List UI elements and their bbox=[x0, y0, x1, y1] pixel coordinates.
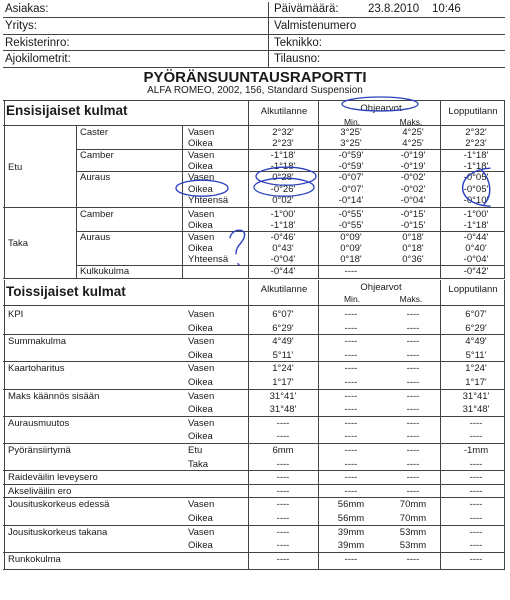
header-label: Valmistenumero bbox=[274, 20, 357, 32]
value-max: -0°02' bbox=[400, 172, 426, 184]
side-label: Taka bbox=[188, 458, 209, 470]
value-min: ---- bbox=[344, 417, 358, 429]
column-header-spec: Ohjearvot bbox=[360, 281, 402, 293]
value-min: ---- bbox=[344, 444, 358, 456]
value-max: -0°04' bbox=[400, 194, 426, 206]
report-title: PYÖRÄNSUUNTAUSRAPORTTI bbox=[143, 69, 367, 86]
header-divider bbox=[268, 2, 269, 68]
value-after: ---- bbox=[469, 485, 483, 497]
side-label: Vasen bbox=[188, 336, 215, 348]
value-max: ---- bbox=[406, 308, 420, 320]
row-line bbox=[3, 552, 505, 553]
row-line bbox=[3, 470, 505, 471]
value-min: ---- bbox=[344, 390, 358, 402]
row-line bbox=[3, 416, 505, 417]
value-max: -0°15' bbox=[400, 209, 426, 221]
value-max: 0°18' bbox=[402, 231, 424, 243]
column-line bbox=[440, 100, 441, 278]
value-before: 31°41' bbox=[269, 390, 297, 402]
table-bottom-line bbox=[3, 569, 505, 570]
value-min: ---- bbox=[344, 376, 358, 388]
value-after: ---- bbox=[469, 417, 483, 429]
header-bottom-line bbox=[3, 125, 505, 126]
value-min: ---- bbox=[344, 336, 358, 348]
value-min: 0°09' bbox=[340, 231, 362, 243]
side-label: Oikea bbox=[188, 404, 213, 416]
value-after: 31°48' bbox=[462, 404, 490, 416]
row-line bbox=[3, 497, 505, 498]
side-label: Vasen bbox=[188, 390, 215, 402]
value-min: -0°07' bbox=[338, 183, 364, 195]
value-before: 1°24' bbox=[272, 363, 294, 375]
header-label: Asiakas: bbox=[5, 3, 49, 15]
value-min: ---- bbox=[344, 308, 358, 320]
column-header-min: Min. bbox=[343, 117, 361, 127]
side-label: Oikea bbox=[188, 512, 213, 524]
parameter-label: Caster bbox=[80, 127, 108, 138]
value-after: 6°07' bbox=[465, 308, 487, 320]
row-line bbox=[3, 443, 505, 444]
column-line bbox=[318, 280, 319, 569]
parameter-label: Auraus bbox=[80, 172, 111, 184]
header-line bbox=[3, 67, 505, 68]
side-label: Vasen bbox=[188, 363, 215, 375]
header-line bbox=[3, 17, 505, 18]
axle-label: Etu bbox=[8, 161, 23, 173]
value-max: ---- bbox=[406, 376, 420, 388]
value-after: 1°17' bbox=[465, 376, 487, 388]
value-after: -1°18' bbox=[463, 149, 489, 161]
value-min: ---- bbox=[344, 363, 358, 375]
parameter-label: Runkokulma bbox=[8, 553, 61, 565]
side-label: Yhteensä bbox=[188, 194, 229, 206]
value-max: 4°25' bbox=[402, 127, 424, 138]
column-header-max: Maks. bbox=[399, 293, 423, 304]
date-value: 23.8.2010 bbox=[368, 3, 420, 15]
value-before: -1°18' bbox=[270, 160, 296, 172]
value-max: ---- bbox=[406, 390, 420, 402]
value-before: -0°44' bbox=[270, 265, 296, 277]
value-after: ---- bbox=[469, 526, 483, 538]
value-min: -0°59' bbox=[338, 160, 364, 172]
value-after: ---- bbox=[469, 458, 483, 470]
value-after: -1°18' bbox=[463, 160, 489, 172]
row-line bbox=[3, 389, 505, 390]
value-max: ---- bbox=[406, 336, 420, 348]
side-label: Oikea bbox=[188, 431, 213, 443]
column-line bbox=[4, 280, 5, 569]
parameter-label: Auraus bbox=[80, 231, 111, 243]
value-max: ---- bbox=[406, 417, 420, 429]
value-max: ---- bbox=[406, 363, 420, 375]
header-label: Rekisterinro: bbox=[5, 37, 70, 49]
side-label: Oikea bbox=[188, 138, 213, 150]
value-max: -0°15' bbox=[400, 220, 426, 232]
value-before: ---- bbox=[276, 553, 290, 565]
value-after: ---- bbox=[469, 499, 483, 511]
column-header-before: Alkutilanne bbox=[260, 283, 308, 295]
header-label: Tilausno: bbox=[274, 53, 321, 65]
value-max: 70mm bbox=[399, 512, 427, 524]
value-max: ---- bbox=[406, 485, 420, 497]
header-line bbox=[3, 34, 505, 35]
value-min: ---- bbox=[344, 472, 358, 484]
value-after: -0°05' bbox=[463, 172, 489, 184]
side-label: Vasen bbox=[188, 526, 215, 538]
value-max: ---- bbox=[406, 472, 420, 484]
header-label: Ajokilometrit: bbox=[5, 53, 71, 65]
side-label: Yhteensä bbox=[188, 254, 229, 266]
value-min: ---- bbox=[344, 265, 358, 277]
value-after: 4°49' bbox=[465, 336, 487, 348]
value-max: 4°25' bbox=[402, 138, 424, 150]
parameter-label: Jousituskorkeus takana bbox=[8, 526, 108, 538]
value-before: ---- bbox=[276, 431, 290, 443]
value-before: ---- bbox=[276, 472, 290, 484]
value-before: ---- bbox=[276, 526, 290, 538]
report-subtitle: ALFA ROMEO, 2002, 156, Standard Suspension bbox=[147, 85, 363, 96]
value-after: -1°00' bbox=[463, 209, 489, 221]
side-label: Oikea bbox=[188, 160, 213, 172]
value-before: 4°49' bbox=[272, 336, 294, 348]
parameter-label: Kulkukulma bbox=[80, 265, 130, 277]
column-header-spec: Ohjearvot bbox=[360, 103, 402, 114]
value-max: ---- bbox=[406, 444, 420, 456]
parameter-label: Aurausmuutos bbox=[8, 417, 70, 429]
header-label: Päivämäärä: bbox=[274, 3, 339, 15]
header-bottom-line bbox=[3, 305, 505, 306]
parameter-label: Camber bbox=[80, 209, 114, 221]
side-label: Vasen bbox=[188, 209, 215, 221]
value-min: 3°25' bbox=[340, 138, 362, 150]
section-heading: Toissijaiset kulmat bbox=[6, 283, 126, 299]
value-max: ---- bbox=[406, 322, 420, 334]
value-before: ---- bbox=[276, 499, 290, 511]
value-before: ---- bbox=[276, 540, 290, 552]
side-label: Vasen bbox=[188, 231, 215, 243]
side-label: Oikea bbox=[188, 322, 213, 334]
group-line bbox=[3, 207, 505, 208]
value-min: 56mm bbox=[337, 499, 365, 511]
value-after: 31°41' bbox=[462, 390, 490, 402]
value-min: 0°18' bbox=[340, 254, 362, 266]
value-max: 53mm bbox=[399, 540, 427, 552]
value-before: -0°26' bbox=[270, 183, 296, 195]
value-before: 5°11' bbox=[272, 349, 294, 361]
header-line bbox=[3, 50, 505, 51]
value-after: -0°05' bbox=[463, 183, 489, 195]
column-header-after: Lopputilann bbox=[448, 283, 498, 295]
value-after: ---- bbox=[469, 540, 483, 552]
value-after: -0°10' bbox=[463, 194, 489, 206]
row-line bbox=[3, 484, 505, 485]
value-before: 2°32' bbox=[272, 127, 294, 138]
value-min: ---- bbox=[344, 431, 358, 443]
value-min: ---- bbox=[344, 485, 358, 497]
row-line bbox=[3, 334, 505, 335]
parameter-label: KPI bbox=[8, 308, 24, 320]
value-max: -0°19' bbox=[400, 160, 426, 172]
side-label: Vasen bbox=[188, 149, 215, 161]
value-after: ---- bbox=[469, 431, 483, 443]
value-before: -1°18' bbox=[270, 149, 296, 161]
column-line bbox=[248, 100, 249, 278]
column-line bbox=[318, 100, 319, 278]
parameter-label: Akseliväilin ero bbox=[8, 485, 72, 497]
value-min: ---- bbox=[344, 553, 358, 565]
side-label: Vasen bbox=[188, 127, 215, 138]
value-before: ---- bbox=[276, 485, 290, 497]
value-max: ---- bbox=[406, 349, 420, 361]
side-label: Oikea bbox=[188, 349, 213, 361]
value-max: ---- bbox=[406, 404, 420, 416]
value-before: 0°43' bbox=[272, 243, 294, 254]
header-label: Yritys: bbox=[5, 20, 37, 32]
section-heading: Ensisijaiset kulmat bbox=[6, 103, 128, 118]
value-min: ---- bbox=[344, 349, 358, 361]
side-label: Etu bbox=[188, 444, 203, 456]
column-line bbox=[4, 100, 5, 278]
side-label: Oikea bbox=[188, 183, 213, 195]
question-mark-annotation bbox=[230, 230, 245, 254]
value-after: 5°11' bbox=[465, 349, 487, 361]
value-before: ---- bbox=[276, 512, 290, 524]
value-after: -0°04' bbox=[463, 254, 489, 266]
value-before: 6°29' bbox=[272, 322, 294, 334]
side-label: Oikea bbox=[188, 243, 213, 254]
header-label: Teknikko: bbox=[274, 37, 322, 49]
value-after: 2°32' bbox=[465, 127, 487, 138]
value-after: 1°24' bbox=[465, 363, 487, 375]
column-line bbox=[504, 100, 505, 278]
value-before: 31°48' bbox=[269, 404, 297, 416]
value-after: ---- bbox=[469, 553, 483, 565]
side-label: Vasen bbox=[188, 499, 215, 511]
value-after: -1°18' bbox=[463, 220, 489, 232]
value-before: -0°04' bbox=[270, 254, 296, 266]
value-max: 0°18' bbox=[402, 243, 424, 254]
side-label: Oikea bbox=[188, 220, 213, 232]
value-before: ---- bbox=[276, 458, 290, 470]
value-max: -0°02' bbox=[400, 183, 426, 195]
side-label: Oikea bbox=[188, 540, 213, 552]
parameter-label: Jousituskorkeus edessä bbox=[8, 499, 110, 511]
side-label: Oikea bbox=[188, 376, 213, 388]
value-before: 6mm bbox=[272, 444, 294, 456]
column-header-min: Min. bbox=[343, 293, 361, 304]
value-before: 6°07' bbox=[272, 308, 294, 320]
value-min: 39mm bbox=[337, 526, 365, 538]
parameter-label: Raideväilin leveysero bbox=[8, 472, 98, 484]
value-after: ---- bbox=[469, 472, 483, 484]
value-before: 0°02' bbox=[272, 194, 294, 206]
value-before: -0°46' bbox=[270, 231, 296, 243]
value-min: -0°14' bbox=[338, 194, 364, 206]
value-max: -0°19' bbox=[400, 149, 426, 161]
value-after: -0°42' bbox=[463, 265, 489, 277]
value-after: ---- bbox=[469, 512, 483, 524]
row-line bbox=[3, 361, 505, 362]
value-before: 1°17' bbox=[272, 376, 294, 388]
row-line bbox=[3, 525, 505, 526]
parameter-label: Kaartoharitus bbox=[8, 363, 65, 375]
time-value: 10:46 bbox=[432, 3, 461, 15]
section-line bbox=[3, 100, 505, 101]
value-min: 0°09' bbox=[340, 243, 362, 254]
value-min: 39mm bbox=[337, 540, 365, 552]
value-max: 53mm bbox=[399, 526, 427, 538]
value-min: 56mm bbox=[337, 512, 365, 524]
column-line bbox=[440, 280, 441, 569]
group-line bbox=[3, 278, 505, 279]
parameter-label: Maks käännös sisään bbox=[8, 390, 100, 402]
parameter-label: Pyöränsiirtymä bbox=[8, 444, 71, 456]
value-after: 0°40' bbox=[465, 243, 487, 254]
value-max: ---- bbox=[406, 431, 420, 443]
value-before: -1°18' bbox=[270, 220, 296, 232]
column-line bbox=[76, 125, 77, 278]
column-line bbox=[504, 280, 505, 569]
value-after: 6°29' bbox=[465, 322, 487, 334]
value-after: -0°44' bbox=[463, 231, 489, 243]
value-min: ---- bbox=[344, 322, 358, 334]
value-min: -0°55' bbox=[338, 209, 364, 221]
side-label: Vasen bbox=[188, 172, 215, 184]
value-before: ---- bbox=[276, 417, 290, 429]
column-header-max: Maks. bbox=[399, 117, 423, 127]
value-min: -0°55' bbox=[338, 220, 364, 232]
side-label: Vasen bbox=[188, 308, 215, 320]
axle-label: Taka bbox=[8, 238, 29, 249]
parameter-label: Camber bbox=[80, 149, 114, 161]
parameter-label: Summakulma bbox=[8, 336, 67, 348]
column-line bbox=[182, 125, 183, 278]
value-after: -1mm bbox=[463, 444, 489, 456]
value-max: 70mm bbox=[399, 499, 427, 511]
column-header-before: Alkutilanne bbox=[260, 106, 308, 117]
value-before: 2°23' bbox=[272, 138, 294, 150]
value-max: ---- bbox=[406, 458, 420, 470]
column-line bbox=[248, 280, 249, 569]
value-after: 2°23' bbox=[465, 138, 487, 150]
value-max: ---- bbox=[406, 553, 420, 565]
side-label: Vasen bbox=[188, 417, 215, 429]
value-max: 0°36' bbox=[402, 254, 424, 266]
value-min: ---- bbox=[344, 458, 358, 470]
value-min: -0°59' bbox=[338, 149, 364, 161]
value-before: -1°00' bbox=[270, 209, 296, 221]
value-min: -0°07' bbox=[338, 172, 364, 184]
value-min: ---- bbox=[344, 404, 358, 416]
value-before: 0°28' bbox=[272, 172, 294, 184]
value-min: 3°25' bbox=[340, 127, 362, 138]
column-header-after: Lopputilann bbox=[448, 106, 498, 117]
